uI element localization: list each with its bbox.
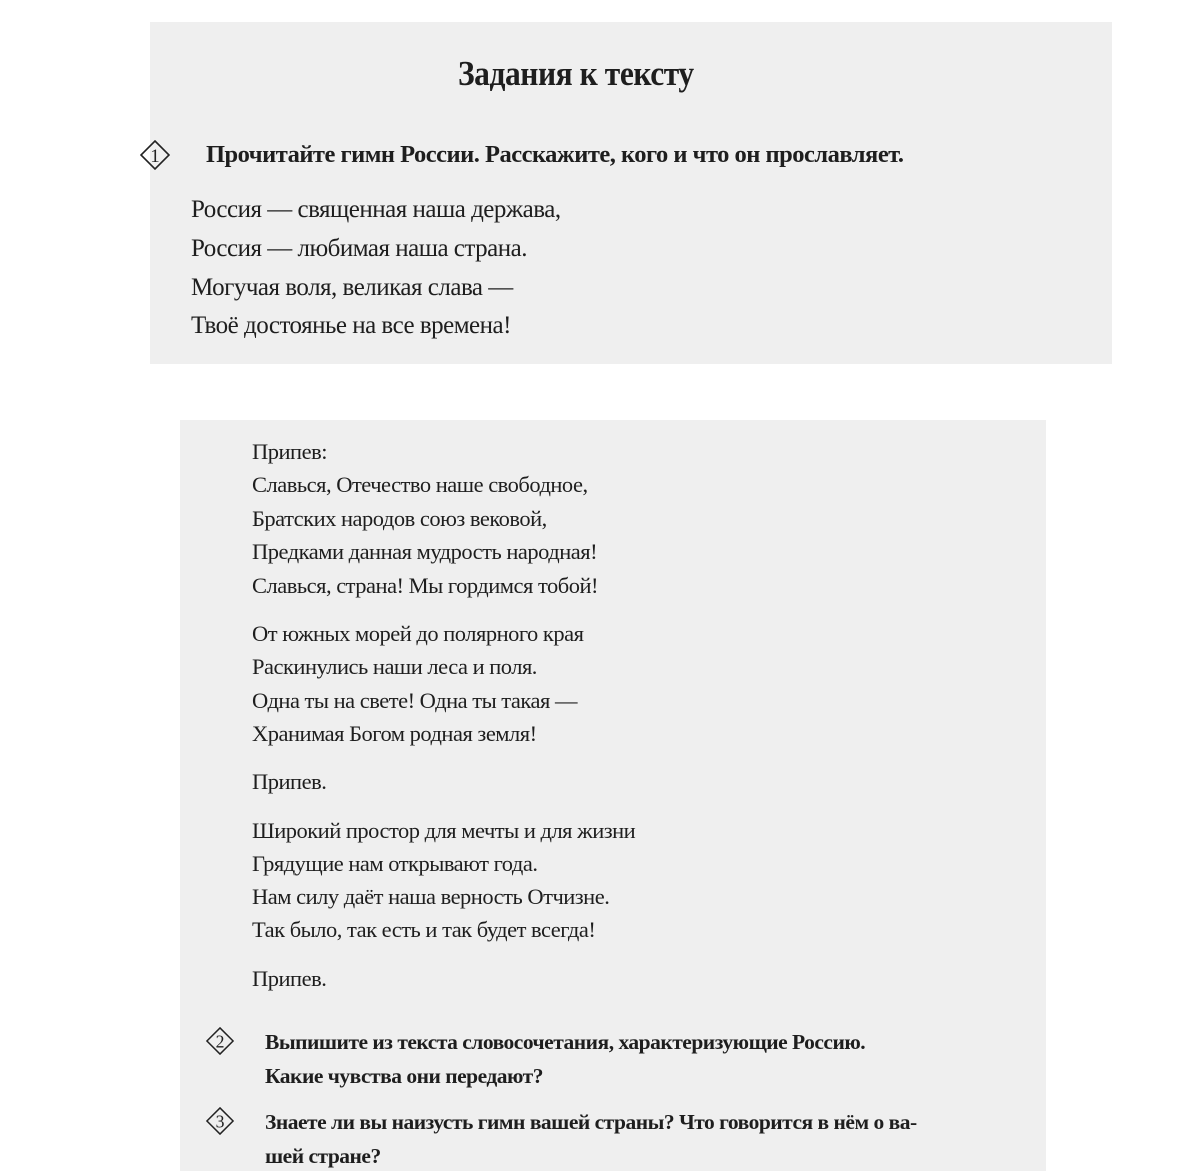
- chorus-label: Припев.: [252, 769, 327, 794]
- verse-line: Предками данная мудрость народная!: [252, 539, 598, 564]
- svg-text:3: 3: [215, 1111, 225, 1132]
- task-number-diamond-icon: [206, 1107, 234, 1135]
- task-2-text: Какие чувства они передают?: [265, 1064, 543, 1088]
- verse-line: Одна ты на свете! Одна ты такая —: [252, 688, 577, 713]
- task-1-text: Прочитайте гимн России. Расскажите, кого и что он прославляет.: [206, 141, 904, 168]
- verse-line: Так было, так есть и так будет всегда!: [252, 917, 596, 942]
- task-2-text: Выпишите из текста словосочетания, характеризующие Россию.: [265, 1030, 866, 1054]
- verse-line: Хранимая Богом родная земля!: [252, 721, 537, 746]
- verse-line: Россия — любимая наша страна.: [191, 235, 527, 262]
- task-3-text: шей стране?: [265, 1144, 381, 1168]
- verse-line: Раскинулись наши леса и поля.: [252, 654, 537, 679]
- verse-line: Славься, Отечество наше свободное,: [252, 472, 588, 497]
- section-title: Задания к тексту: [458, 54, 694, 93]
- verse-line: Грядущие нам открывают года.: [252, 851, 538, 876]
- verse-line: Нам силу даёт наша верность Отчизне.: [252, 884, 610, 909]
- task-3-text: Знаете ли вы наизусть гимн вашей страны? Что говорится в нём о ва-: [265, 1110, 917, 1134]
- verse-line: Братских народов союз вековой,: [252, 506, 547, 531]
- verse-line: Славься, страна! Мы гордимся тобой!: [252, 573, 598, 598]
- verse-line: Твоё достоянье на все времена!: [191, 312, 511, 339]
- verse-line: Широкий простор для мечты и для жизни: [252, 818, 636, 843]
- verse-line: От южных морей до полярного края: [252, 621, 584, 646]
- chorus-label: Припев.: [252, 966, 327, 991]
- task-number-diamond-icon: [140, 140, 170, 170]
- chorus-label: Припев:: [252, 439, 327, 464]
- svg-text:2: 2: [215, 1031, 225, 1052]
- verse-line: Россия — священная наша держава,: [191, 196, 561, 223]
- svg-text:1: 1: [150, 146, 160, 167]
- task-number-diamond-icon: [206, 1027, 234, 1055]
- bottom-page-panel: [180, 420, 1046, 1171]
- verse-line: Могучая воля, великая слава —: [191, 274, 513, 301]
